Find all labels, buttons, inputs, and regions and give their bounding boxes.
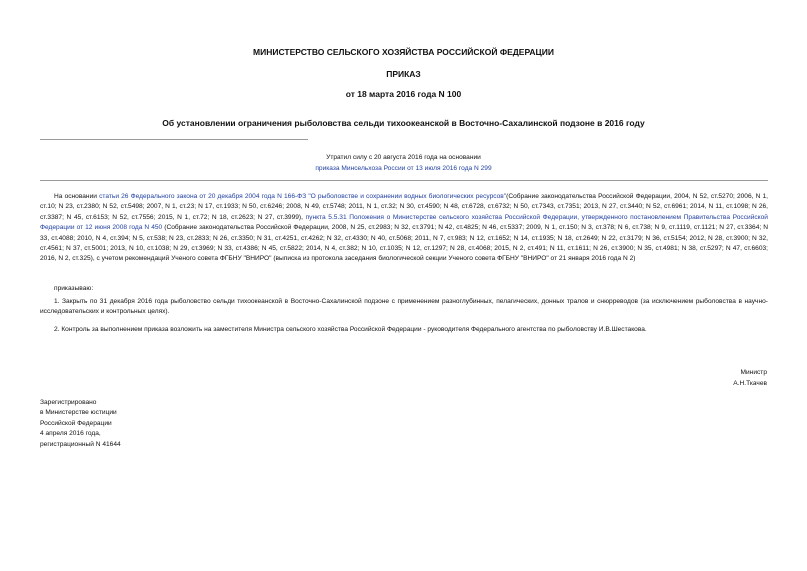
legal-basis-paragraph [40,192,768,265]
status-note-text: Утратил силу с 20 августа 2016 года на основании [326,154,481,161]
divider-top [40,139,308,140]
document-subject: Об установлении ограничения рыболовства сельди тихоокеанской в Восточно-Сахалинской подзоне в 2016 году [162,118,645,128]
basis-citation-2: (Собрание законодательства Российской Федерации, 2008, N 25, ст.2983; N 32, ст.3791; N 42, ст.4825; N 46, ст.5337; 2009, N 1, ст.150; N 3, ст.378; N 6, ст.738; N 9, ст.1119, ст.1121; N 27, ст.3364; N 33, ст.4088; 2010, N 4, ст.394; N 5, ст.538; N 23, ст.2833; N 26, ст.3350; N 31, ст.4251, ст.4262; N 32, ст.4330; N 40, ст.5068; 2011, N 7, ст.983; N 12, ст.1652; N 14, ст.1935; N 18, ст.2649; N 22, ст.3179; N 36, ст.5154; 2012, N 28, ст.3900; N 32, ст.4561; N 37, ст.5001; 2013, N 10, ст.1038; N 29, ст.3969; N 33, ст.4386; N 45, ст.5822; 2014, N 4, ст.382; N 10, ст.1035; N 12, ст.1297; N 28, ст.4068; 2015, N 2, ст.491; N 11, ст.1611; N 26, ст.3900; N 35, ст.4981; N 38, ст.5297; N 47, ст.6603; 2016, N 2, ст.325), с учетом рекомендаций Ученого совета ФГБНУ "ВНИРО" (выписка из протокола заседания биологической секции Ученого совета ФГБНУ "ВНИРО" от 21 января 2016 года N 2) [40,224,769,263]
registration-line: 4 апреля 2016 года, [40,430,101,438]
registration-block [40,398,121,450]
divider-bottom [40,180,768,181]
basis-citation-1: (Собрание законодательства Российской Федерации, 2004, N 52, ст.5270; 2006, N 1, ст.10; N 23, ст.2380; N 52, ст.5498; 2007, N 1, ст.23; N 17, ст.1933; N 50, ст.6246; 2008, N 49, ст.5748; 2011, N 1, ст.32; N 30, ст.4590; N 48, ст.6728, ст.6732; N 50, ст.7343, ст.7351; 2013, N 27, ст.3440; N 52, ст.6961; 2014, N 11, ст.1098; N 26, ст.3387; N 45, ст.6153; N 52, ст.7556; 2015, N 1, ст.72; N 18, ст.2623; N 27, ст.3999), [40,193,769,221]
basis-prefix: На основании [54,193,100,200]
regulation-link[interactable]: пункта 5.5.31 Положения о Министерстве сельского хозяйства Российской Федерации, утвержденного постановлением Правительства Российской Федерации от 12 июня 2008 года N 450 [40,213,768,232]
status-note-link-line [0,164,807,174]
federal-law-link[interactable]: статьи 26 Федерального закона от 20 декабря 2004 года N 166-ФЗ "О рыболовстве и сохранении водных биологических ресурсов" [99,193,507,200]
registration-line: регистрационный N 41644 [40,440,121,448]
registration-line: Российской Федерации [40,419,112,427]
repealing-order-link[interactable]: приказа Минсельхоза России от 13 июля 2016 года N 299 [315,165,492,172]
ministry-title: МИНИСТЕРСТВО СЕЛЬСКОГО ХОЗЯЙСТВА РОССИЙСКОЙ ФЕДЕРАЦИИ [253,47,554,57]
order-item-2: 2. Контроль за выполнением приказа возложить на заместителя Министра сельского хозяйства Российской Федерации - руководителя Федерального агентства по рыболовству И.В.Шестакова. [54,326,647,333]
document-type: ПРИКАЗ [386,69,421,79]
registration-line: в Министерстве юстиции [40,409,117,417]
document-date-number: от 18 марта 2016 года N 100 [345,89,462,99]
signer-position: Министр [740,369,767,376]
orders-word: приказываю: [54,285,94,292]
signer-name: А.Н.Ткачев [733,380,767,387]
registration-line: Зарегистрировано [40,399,97,406]
order-item-1: 1. Закрыть по 31 декабря 2016 года рыболовство сельди тихоокеанской в Восточно-Сахалинской подзоне с применением разноглубинных, пелагических, донных тралов и снюрреводов (за исключением рыболовства в научно-исследовательских и контрольных целях). [40,298,768,316]
